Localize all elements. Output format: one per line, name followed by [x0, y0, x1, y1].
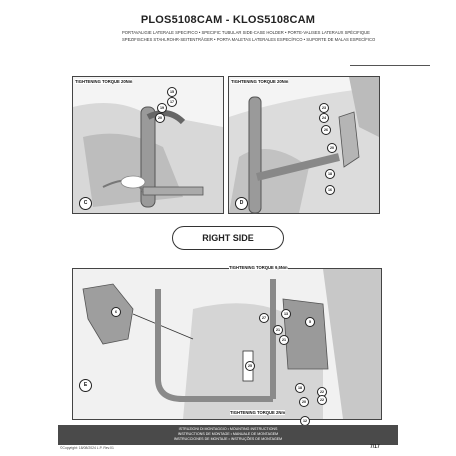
- callout-15: 15: [167, 87, 177, 97]
- subtitle-line-2: SPEZIFISCHES STAHLROHR-SEITENTRÄGER • PORTA MALETAS LATERALES ESPECÍFICO • SUPORTE DE MALAS ESPECÍFICO: [122, 37, 376, 42]
- panel-e-torque-top: TIGHTENING TORQUE 9,5Nm: [229, 265, 288, 270]
- panel-d: [228, 76, 380, 214]
- panel-c-id: C: [79, 197, 92, 210]
- copyright-text: ©Copyright: 18/08/2024 L.P. Rev.01: [60, 446, 114, 450]
- callout-16: 16: [325, 185, 335, 195]
- callout-26: 26: [321, 125, 331, 135]
- callout-21a: 21: [273, 325, 283, 335]
- footer-line-1: ISTRUZIONI DI MONTAGGIO • MOUNTING INSTRUCTIONS: [178, 427, 278, 431]
- callout-22a: 22: [317, 387, 327, 397]
- callout-22b: 22: [317, 395, 327, 405]
- footer-bar: [58, 425, 398, 445]
- panel-e: [72, 265, 382, 420]
- page-title: PLOS5108CAM - KLOS5108CAM: [140, 14, 316, 26]
- header-rule-right: [350, 65, 430, 66]
- callout-23: 23: [319, 103, 329, 113]
- callout-24: 24: [319, 113, 329, 123]
- callout-12: 12: [300, 416, 310, 426]
- callout-18: 18: [325, 169, 335, 179]
- callout-6: 6: [111, 307, 121, 317]
- panel-c-torque: TIGHTENING TORQUE 20Nm: [75, 79, 133, 84]
- panel-e-illustration: [73, 269, 381, 419]
- panel-d-torque: TIGHTENING TORQUE 20Nm: [231, 79, 289, 84]
- page-number: 7/17: [370, 444, 380, 450]
- right-side-banner: RIGHT SIDE: [172, 226, 284, 250]
- callout-5: 5: [305, 317, 315, 327]
- callout-20: 20: [327, 143, 337, 153]
- footer-line-3: INSTRUCCIONES DE MONTAJE • INSTRUÇÕES DE MONTAGEM: [173, 437, 283, 441]
- callout-27: 27: [259, 313, 269, 323]
- callout-25: 25: [245, 361, 255, 371]
- subtitle-line-1: PORTAVALIGIE LATERALE SPECIFICO • SPECIFIC TUBULAR SIDE-CASE HOLDER • PORTE-VALISES LATERAUX SPÉCIFIQUE: [122, 30, 370, 35]
- panel-d-id: D: [235, 197, 248, 210]
- callout-19: 19: [157, 103, 167, 113]
- callout-20: 20: [155, 113, 165, 123]
- footer-line-2: INSTRUCTIONS DE MONTAGE • MANUALE DE MONTAGEM: [177, 432, 279, 436]
- panel-e-id: E: [79, 379, 92, 392]
- callout-13: 13: [281, 309, 291, 319]
- panel-e-torque-bottom: TIGHTENING TORQUE 2Nm: [230, 410, 286, 415]
- panel-d-illustration: [229, 77, 379, 213]
- callout-21b: 21: [279, 335, 289, 345]
- callout-20: 20: [299, 397, 309, 407]
- panel-c: [72, 76, 224, 214]
- callout-18: 18: [295, 383, 305, 393]
- callout-17: 17: [167, 97, 177, 107]
- panel-c-illustration: [73, 77, 223, 213]
